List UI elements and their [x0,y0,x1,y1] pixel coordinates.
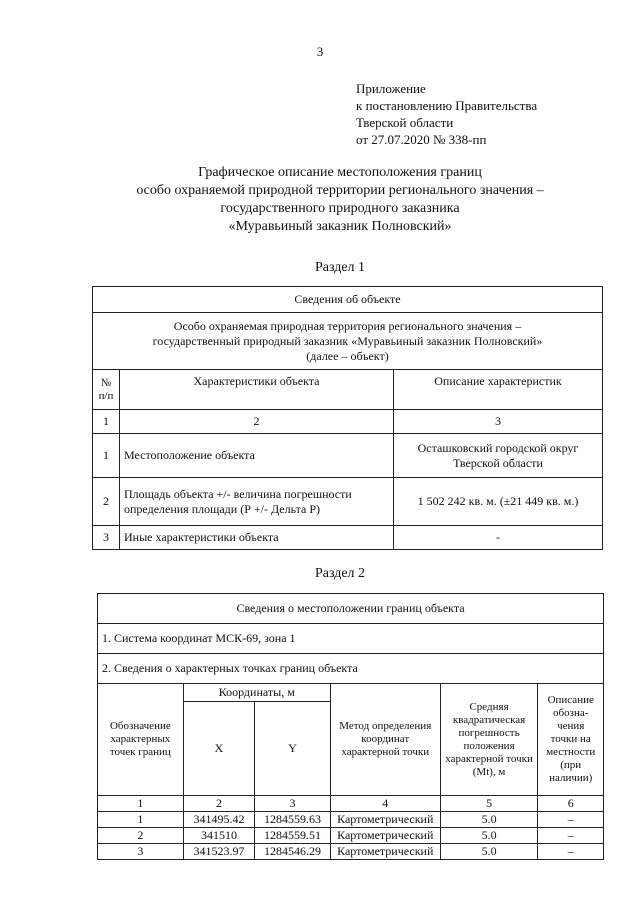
page-number: 3 [316,44,324,59]
appendix-block [356,80,537,148]
col-number: 5 [440,796,538,812]
appendix-line: к постановлению Правительства [356,98,538,113]
coordinate-system: 1. Система координат МСК-69, зона 1 [98,624,604,654]
table-row: 3 341523.97 1284546.29 Картометрический 5.0 – [98,844,604,860]
table-row: 3 Иные характеристики объекта - [93,526,603,550]
table-row: 2 341510 1284559.51 Картометрический 5.0 – [98,828,604,844]
header-char: Характеристики объекта [120,370,394,410]
header-y: Y [255,702,331,796]
title-line: «Муравьиный заказник Полновский» [228,219,452,234]
section2-heading: Раздел 2 [314,566,366,581]
appendix-line: Тверской области [356,115,454,130]
table-row: 2 Площадь объекта +/- величина погрешности определения площади (Р +/- Дельта Р) 1 502 242 кв. м. (±21 449 кв. м.) [93,478,603,526]
col-number: 1 [93,410,120,434]
section1-heading: Раздел 1 [314,260,366,275]
col-number: 1 [98,796,184,812]
appendix-line: Приложение [356,81,426,96]
object-description: Особо охраняемая природная территория регионального значения – государственный природный заказник «Муравьиный заказник Полновский» (далее – объект) [93,313,603,370]
points-title: 2. Сведения о характерных точках границ объекта [98,654,604,684]
header-desc: Описание характеристик [394,370,603,410]
header-x: X [183,702,255,796]
col-number: 3 [394,410,603,434]
header-description: Описание обозна-чения точки на местности (при наличии) [538,684,604,796]
title-line: государственного природного заказника [220,201,460,216]
title-line: Графическое описание местоположения границ [198,165,482,180]
header-method: Метод определения координат характерной точки [330,684,440,796]
table-row: 1 341495.42 1284559.63 Картометрический 5.0 – [98,812,604,828]
col-number: 3 [255,796,331,812]
header-error: Средняя квадратическая погрешность положения характерной точки (Mt), м [440,684,538,796]
boundary-table [97,593,604,860]
object-table-title: Сведения об объекте [93,287,603,313]
boundary-table-title: Сведения о местоположении границ объекта [98,594,604,624]
table-row: 1 Местоположение объекта Осташковский городской округ Тверской области [93,434,603,478]
object-info-table [92,286,603,550]
col-number: 6 [538,796,604,812]
header-num: № п/п [93,370,120,410]
col-number: 2 [120,410,394,434]
document-title [60,164,620,236]
appendix-line: от 27.07.2020 № 338-пп [356,132,487,147]
header-point: Обозначение характерных точек границ [98,684,184,796]
header-coords: Координаты, м [183,684,330,702]
title-line: особо охраняемой природной территории регионального значения – [136,183,544,198]
col-number: 2 [183,796,255,812]
col-number: 4 [330,796,440,812]
